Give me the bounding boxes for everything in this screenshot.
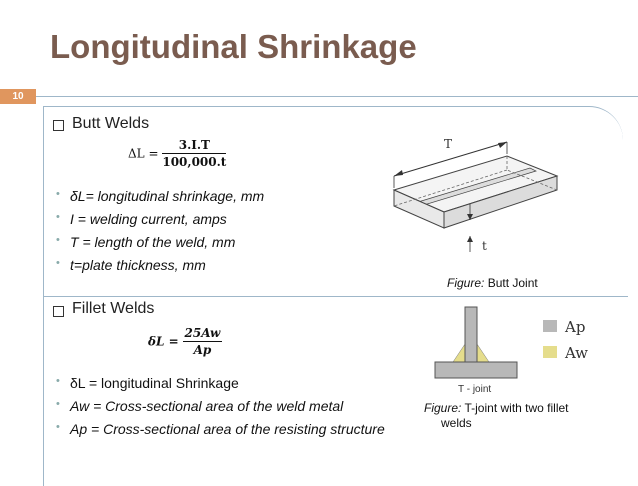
butt-formula: [128, 138, 226, 169]
butt-formula-numerator: 3.I.T: [162, 138, 226, 154]
butt-figure-caption: Figure: Butt Joint: [447, 276, 538, 290]
section-divider: [43, 296, 628, 297]
list-item: • I = welding current, amps: [56, 211, 227, 227]
tjoint-label: T - joint: [458, 384, 492, 395]
list-item: • δL= longitudinal shrinkage, mm: [56, 188, 265, 204]
legend-ap-swatch: [543, 320, 557, 332]
list-item: • Aw = Cross-sectional area of the weld metal: [56, 398, 344, 414]
bullet-dot-icon: •: [56, 234, 60, 246]
list-item: • Ap = Cross-sectional area of the resisting structure: [56, 421, 385, 437]
legend-aw-swatch: [543, 346, 557, 358]
fillet-formula-numerator: 25Aw: [184, 326, 221, 340]
legend-ap: Ap: [565, 318, 586, 336]
bullet-dot-icon: •: [56, 421, 60, 433]
bullet-square-icon: [53, 306, 64, 317]
web-plate: [465, 307, 477, 362]
fillet-welds-heading: Fillet Welds: [72, 300, 155, 317]
legend-aw: Aw: [565, 344, 588, 362]
weld-left: [453, 344, 465, 362]
bullet-dot-icon: •: [56, 188, 60, 200]
list-item: • t=plate thickness, mm: [56, 257, 206, 273]
butt-formula-fraction: [162, 138, 226, 169]
fillet-formula: [148, 326, 222, 357]
butt-welds-heading: Butt Welds: [72, 115, 150, 132]
bullet-square-icon: [53, 120, 64, 131]
weld-right: [477, 344, 489, 362]
bullet-dot-icon: •: [56, 398, 60, 410]
fillet-figure-caption-line2: welds: [441, 416, 472, 430]
butt-formula-lhs: ΔL =: [128, 146, 159, 161]
bullet-dot-icon: •: [56, 375, 60, 387]
fillet-figure-caption: Figure: T-joint with two fillet: [424, 401, 569, 415]
fillet-formula-fraction: [183, 326, 223, 357]
slide-number: 10: [0, 89, 36, 104]
label-T: T: [444, 137, 453, 151]
butt-formula-denominator: 100,000.t: [162, 155, 227, 169]
bullet-dot-icon: •: [56, 211, 60, 223]
flange-plate: [435, 362, 517, 378]
list-item: • δL = longitudinal Shrinkage: [56, 375, 239, 391]
fillet-formula-denominator: Ap: [193, 343, 212, 357]
bullet-dot-icon: •: [56, 257, 60, 269]
label-t: t: [482, 239, 487, 253]
header-divider: [36, 96, 638, 97]
list-item: • T = length of the weld, mm: [56, 234, 236, 250]
page-title: Longitudinal Shrinkage: [50, 28, 417, 65]
butt-joint-figure: [382, 128, 572, 268]
fillet-formula-lhs: δL =: [148, 334, 179, 349]
t-joint-figure: [425, 304, 600, 399]
